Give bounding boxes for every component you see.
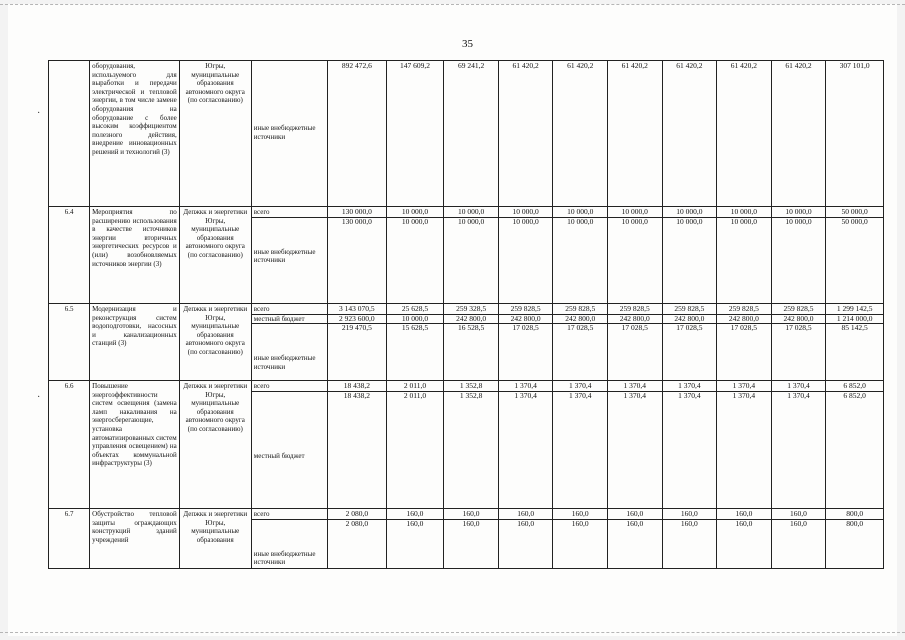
- measure-name: Повышение энергоэффективности систем освещения (замена ламп накаливания на энергосберегающие, установка автоматизированных систем управления освещением) на объектах коммунальной инфраструктуры (3): [90, 381, 180, 509]
- value: 219 470,5: [341, 323, 372, 333]
- value-cell: [327, 61, 386, 207]
- value: 10 000,0: [457, 216, 485, 226]
- executor-cell: Депжкк и энергетики Югры, муниципальные образования автономного округа (по согласованию): [179, 381, 251, 509]
- value-cell: [444, 509, 499, 569]
- value-cell: [826, 381, 884, 509]
- funding-source-cell: [251, 304, 327, 381]
- value-cell: [553, 304, 608, 381]
- value: 1 370,4: [623, 390, 647, 400]
- value: 160,0: [553, 510, 607, 520]
- value-cell: [608, 381, 663, 509]
- value: 1 370,4: [732, 390, 756, 400]
- value-cell: [498, 61, 553, 207]
- value: 1 370,4: [663, 382, 717, 392]
- value: 10 000,0: [785, 216, 812, 226]
- value: 10 000,0: [772, 208, 826, 218]
- value: 1 214 000,0: [826, 315, 883, 325]
- funding-source-cell: [251, 61, 327, 207]
- value: 69 241,2: [457, 61, 485, 70]
- value-cell: [553, 509, 608, 569]
- value: 160,0: [499, 510, 553, 520]
- value: 130 000,0: [341, 216, 372, 226]
- value: 259 828,5: [717, 305, 771, 315]
- value: 61 420,2: [567, 61, 594, 70]
- budget-table-wrapper: [48, 60, 884, 569]
- value-cell: [444, 381, 499, 509]
- value: 160,0: [790, 518, 807, 528]
- value: 17 028,5: [512, 323, 539, 333]
- budget-table: [48, 60, 884, 569]
- measure-name: оборудования, используемого для выработки и передачи электрической и тепловой энергии, в том числе замене оборудования на оборудование с более высоким коэффициентом полезного действия, внедрение инновационных решений и технологий (3): [90, 61, 180, 207]
- value: 1 370,4: [678, 390, 701, 400]
- value: 242 800,0: [444, 315, 498, 325]
- value: 130 000,0: [328, 208, 386, 218]
- value: 61 420,2: [512, 61, 539, 70]
- table-row: [49, 509, 884, 569]
- funding-source-cell: [251, 207, 327, 304]
- value: 2 011,0: [387, 382, 444, 392]
- value-cell: [771, 61, 826, 207]
- value-cell: [662, 509, 717, 569]
- value-cell: [386, 61, 444, 207]
- table-body: [49, 61, 884, 569]
- value: 160,0: [772, 510, 826, 520]
- value: 160,0: [626, 518, 644, 528]
- value: 16 528,5: [457, 323, 485, 333]
- value: 18 438,2: [328, 382, 386, 392]
- table-row: [49, 61, 884, 207]
- value: 160,0: [444, 510, 498, 520]
- value-cell: [386, 304, 444, 381]
- value: 18 438,2: [343, 390, 370, 400]
- value-cell: [608, 304, 663, 381]
- value-cell: [327, 304, 386, 381]
- value: 160,0: [680, 518, 698, 528]
- value: 242 800,0: [717, 315, 771, 325]
- value: 160,0: [462, 518, 480, 528]
- value: 10 000,0: [567, 216, 594, 226]
- value: 10 000,0: [621, 216, 648, 226]
- value: 2 080,0: [328, 510, 386, 520]
- value-cell: [386, 509, 444, 569]
- value-cell: [498, 304, 553, 381]
- value: 10 000,0: [553, 208, 607, 218]
- value-cell: [717, 304, 772, 381]
- value: 17 028,5: [621, 323, 648, 333]
- scan-edge-bottom: [0, 632, 905, 634]
- value: 10 000,0: [676, 216, 703, 226]
- value: 242 800,0: [663, 315, 717, 325]
- value: 160,0: [387, 510, 444, 520]
- value-cell: [553, 61, 608, 207]
- value: 1 370,4: [499, 382, 553, 392]
- funding-source: всего: [252, 382, 327, 392]
- value: 17 028,5: [785, 323, 812, 333]
- value: 61 420,2: [676, 61, 703, 70]
- value: 61 420,2: [785, 61, 812, 70]
- value: 1 370,4: [568, 390, 592, 400]
- funding-source-cell: [251, 381, 327, 509]
- value: 1 352,8: [459, 390, 483, 400]
- value-cell: [771, 509, 826, 569]
- value: 2 011,0: [403, 390, 427, 400]
- row-index: 6.5: [49, 304, 90, 381]
- value: 17 028,5: [730, 323, 758, 333]
- value-cell: [327, 509, 386, 569]
- value: 10 000,0: [730, 216, 758, 226]
- value-cell: [717, 381, 772, 509]
- value-cell: [608, 207, 663, 304]
- value-cell: [826, 207, 884, 304]
- row-index: 6.4: [49, 207, 90, 304]
- value-cell: [771, 207, 826, 304]
- value: 242 800,0: [772, 315, 826, 325]
- value: 10 000,0: [444, 208, 498, 218]
- value-cell: [327, 381, 386, 509]
- scan-speck: ·: [37, 108, 41, 119]
- value-cell: [608, 61, 663, 207]
- value: 25 628,5: [387, 305, 444, 315]
- value: 1 370,4: [514, 390, 537, 400]
- value-cell: [327, 207, 386, 304]
- measure-name: Обустройство тепловой защиты ограждающих конструкций зданий учреждений: [90, 509, 180, 569]
- value: 85 142,5: [841, 323, 868, 333]
- funding-source: местный бюджет: [253, 451, 305, 460]
- row-index: 6.6: [49, 381, 90, 509]
- value: 10 000,0: [499, 208, 553, 218]
- value-cell: [444, 61, 499, 207]
- executor-cell: Югры, муниципальные образования автономного округа (по согласованию): [179, 61, 251, 207]
- executor-cell: Депжкк и энергетики Югры, муниципальные образования автономного округа (по согласованию): [179, 207, 251, 304]
- value: 6 852,0: [843, 390, 866, 400]
- scan-speck: ·: [37, 392, 41, 403]
- table-row: [49, 207, 884, 304]
- value: 15 628,5: [401, 323, 429, 333]
- funding-source: иные внебюджетные источники: [253, 549, 316, 567]
- value: 10 000,0: [401, 216, 429, 226]
- scan-edge-top: [0, 4, 905, 6]
- value: 160,0: [608, 510, 662, 520]
- value: 1 370,4: [717, 382, 771, 392]
- value: 242 800,0: [499, 315, 553, 325]
- funding-source: иные внебюджетные источники: [253, 354, 316, 371]
- value-cell: [771, 381, 826, 509]
- value: 160,0: [663, 510, 717, 520]
- value: 259 828,5: [553, 305, 607, 315]
- funding-source: иные внебюджетные источники: [253, 124, 316, 141]
- executor-cell: Депжкк и энергетики Югры, муниципальные образования: [179, 509, 251, 569]
- table-row: [49, 381, 884, 509]
- value: 1 352,8: [444, 382, 498, 392]
- value-cell: [771, 304, 826, 381]
- row-index: 6.7: [49, 509, 90, 569]
- value-cell: [498, 207, 553, 304]
- value: 10 000,0: [387, 208, 444, 218]
- value: 160,0: [717, 510, 771, 520]
- value: 10 000,0: [663, 208, 717, 218]
- value-cell: [386, 381, 444, 509]
- value: 259 828,5: [663, 305, 717, 315]
- value-cell: [553, 207, 608, 304]
- value: 61 420,2: [621, 61, 648, 70]
- measure-name: Мероприятия по расширению использования в качестве источников энергии вторичных энергетических ресурсов и (или) возобновляемых источников энергии (3): [90, 207, 180, 304]
- executor-cell: Депжкк и энергетики Югры, муниципальные образования автономного округа (по согласованию): [179, 304, 251, 381]
- value: 10 000,0: [717, 208, 771, 218]
- value: 800,0: [826, 510, 883, 520]
- value-cell: [662, 61, 717, 207]
- value-cell: [662, 207, 717, 304]
- value-cell: [498, 381, 553, 509]
- value: 61 420,2: [730, 61, 758, 70]
- value: 147 609,2: [399, 61, 430, 70]
- row-index: [49, 61, 90, 207]
- value: 242 800,0: [608, 315, 662, 325]
- value: 1 370,4: [553, 382, 607, 392]
- value: 50 000,0: [826, 208, 883, 218]
- value: 2 923 600,0: [328, 315, 386, 325]
- measure-name: Модернизация и реконструкция систем водоподготовки, насосных и канализационных станций (3): [90, 304, 180, 381]
- value: 800,0: [846, 518, 864, 528]
- funding-source: всего: [252, 510, 327, 520]
- value-cell: [717, 61, 772, 207]
- value: 6 852,0: [826, 382, 883, 392]
- page-number: 35: [462, 38, 473, 50]
- value-cell: [826, 61, 884, 207]
- value: 259 328,5: [444, 305, 498, 315]
- value: 259 828,5: [608, 305, 662, 315]
- funding-source: всего: [252, 305, 327, 315]
- value: 307 101,0: [839, 61, 870, 70]
- value-cell: [444, 207, 499, 304]
- value: 17 028,5: [567, 323, 594, 333]
- value: 1 370,4: [608, 382, 662, 392]
- value: 259 828,5: [772, 305, 826, 315]
- value: 160,0: [406, 518, 424, 528]
- value-cell: [608, 509, 663, 569]
- value-cell: [717, 207, 772, 304]
- table-row: [49, 304, 884, 381]
- value: 242 800,0: [553, 315, 607, 325]
- value: 2 080,0: [345, 518, 369, 528]
- funding-source-cell: [251, 509, 327, 569]
- value-cell: [717, 509, 772, 569]
- value: 259 828,5: [499, 305, 553, 315]
- value-cell: [498, 509, 553, 569]
- value: 160,0: [517, 518, 535, 528]
- value: 17 028,5: [676, 323, 703, 333]
- value: 1 370,4: [787, 390, 810, 400]
- funding-source: всего: [252, 208, 327, 218]
- value-cell: [444, 304, 499, 381]
- value: 892 472,6: [341, 61, 372, 70]
- value: 160,0: [735, 518, 753, 528]
- value-cell: [826, 304, 884, 381]
- value: 3 143 070,5: [328, 305, 386, 315]
- funding-source: иные внебюджетные источники: [253, 247, 316, 265]
- value: 160,0: [571, 518, 589, 528]
- value-cell: [662, 304, 717, 381]
- value: 1 370,4: [772, 382, 826, 392]
- value-cell: [386, 207, 444, 304]
- value-cell: [662, 381, 717, 509]
- value: 1 299 142,5: [826, 305, 883, 315]
- value: 10 000,0: [387, 315, 444, 325]
- value: 50 000,0: [841, 216, 868, 226]
- value-cell: [553, 381, 608, 509]
- value: 10 000,0: [512, 216, 539, 226]
- value: 10 000,0: [608, 208, 662, 218]
- value-cell: [826, 509, 884, 569]
- funding-source: местный бюджет: [252, 315, 327, 325]
